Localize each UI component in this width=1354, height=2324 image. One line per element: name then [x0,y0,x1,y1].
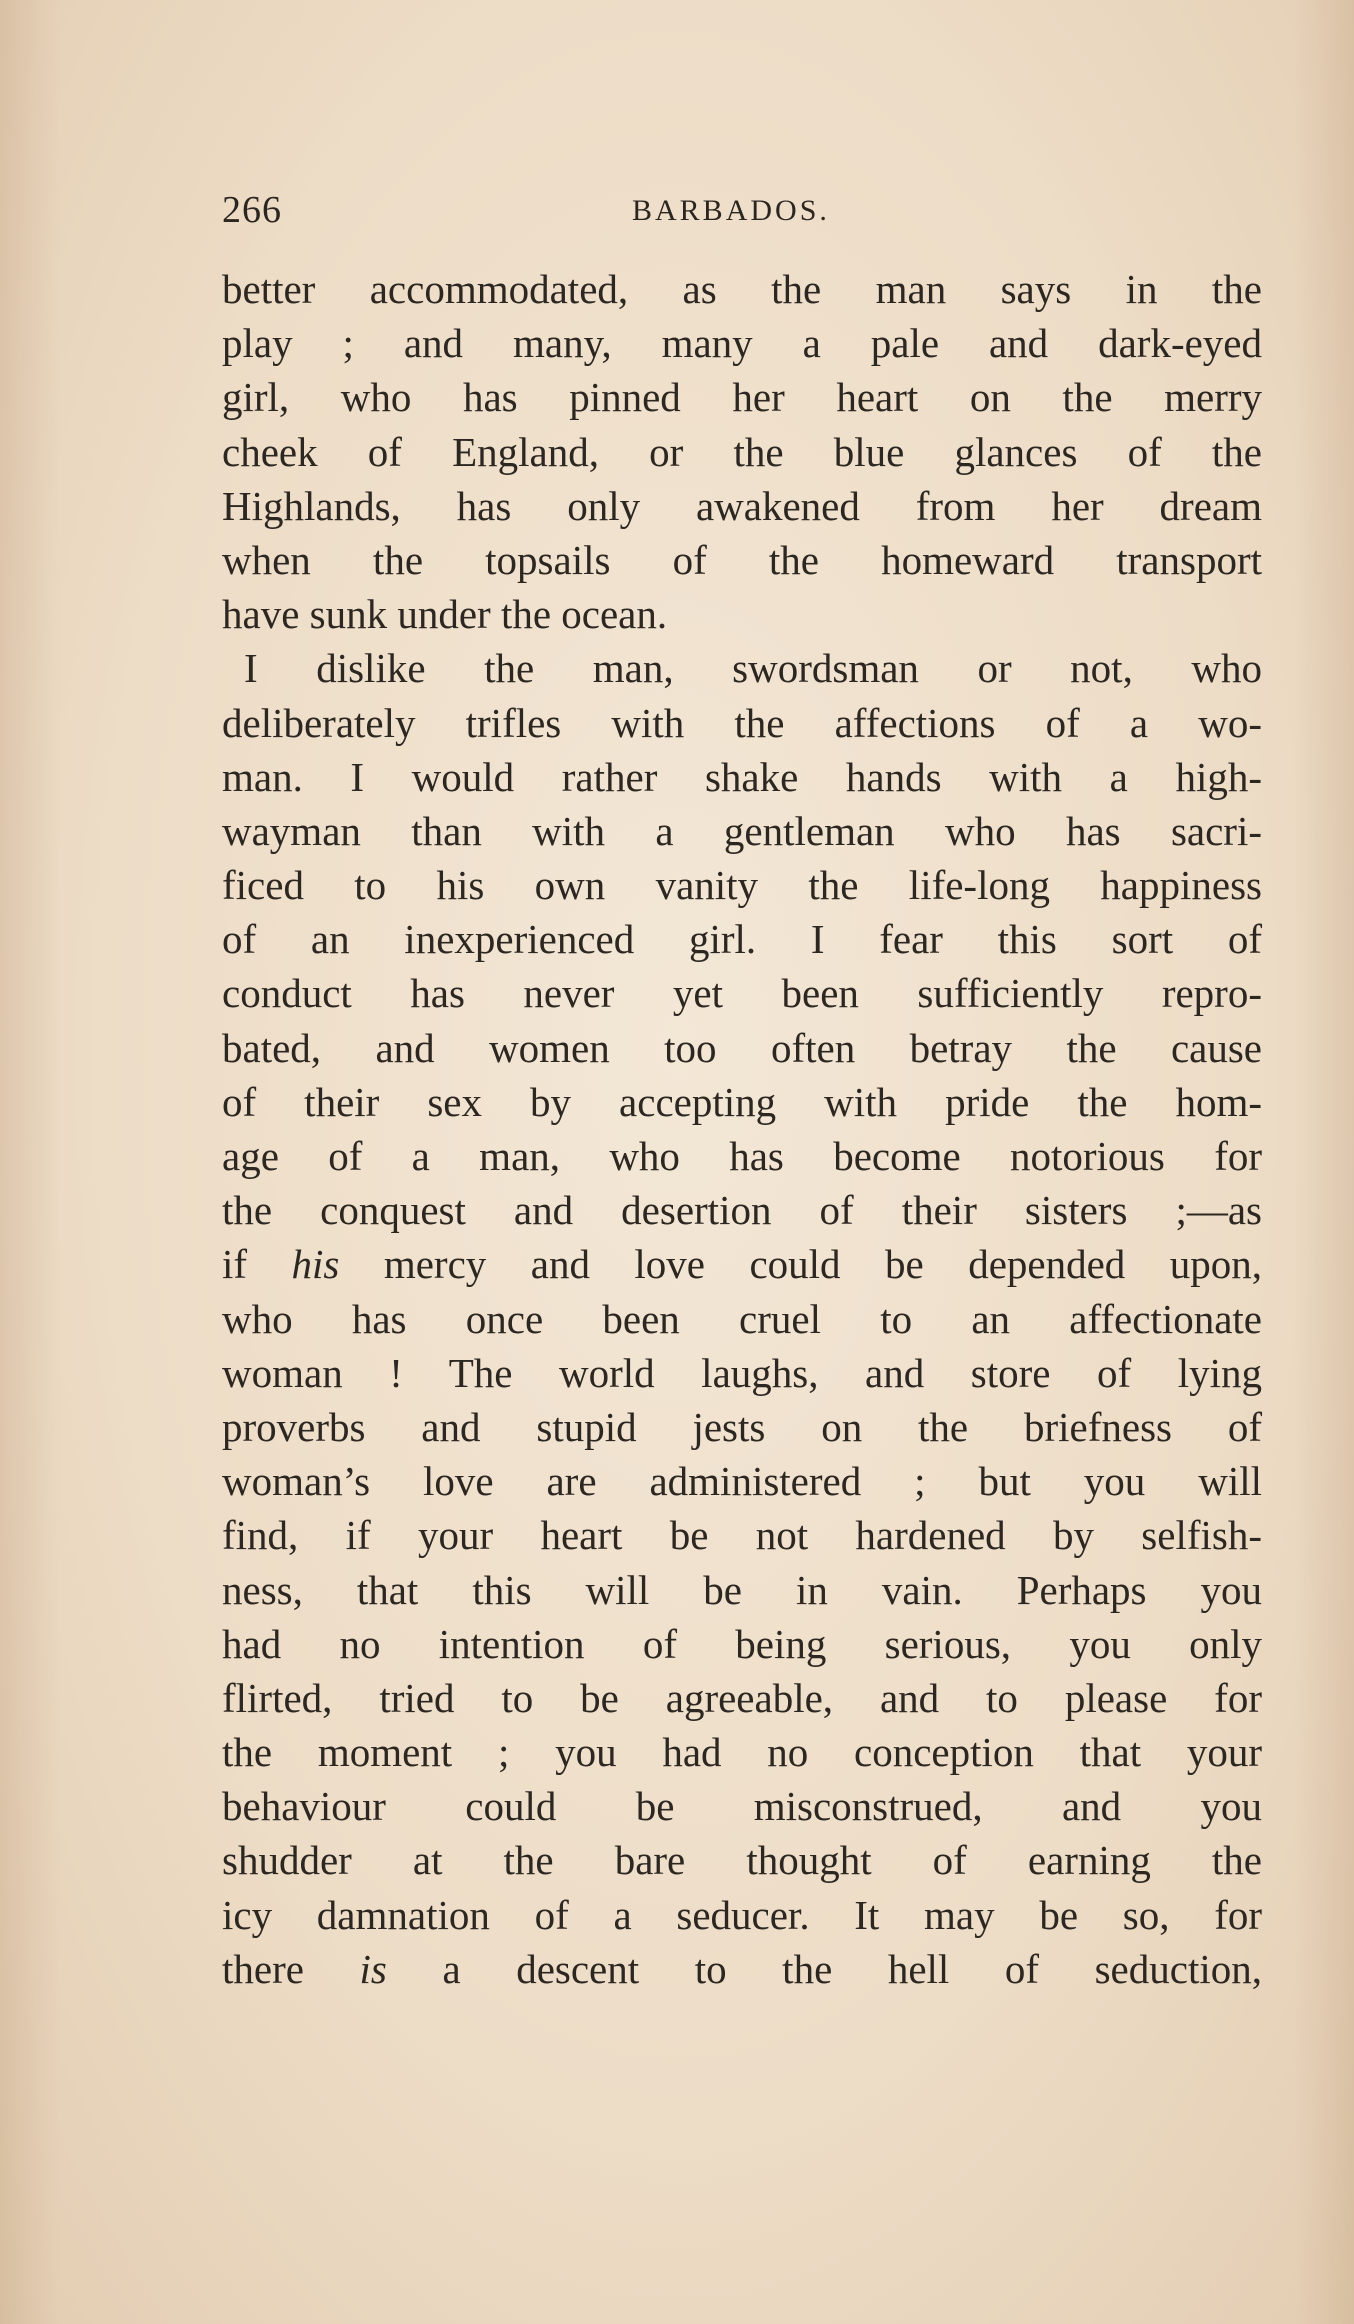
text-segment: if [222,1241,292,1288]
text-line: woman’s love are administered ; but you will [222,1458,1262,1505]
text-line: when the topsails of the homeward transport [222,536,1262,583]
text-line: play ; and many, many a pale and dark-eyed [222,320,1262,367]
text-line: the conquest and desertion of their sisters ;—as [222,1187,1262,1234]
text-line-with-italic [222,1942,1262,1996]
text-line: shudder at the bare thought of earning the [222,1837,1262,1884]
text-line: had no intention of being serious, you only [222,1620,1262,1667]
text-line: ficed to his own vanity the life-long happiness [222,862,1262,909]
text-line: age of a man, who has become notorious for [222,1133,1262,1179]
italic-word: is [359,1945,387,1992]
text-line: I dislike the man, swordsman or not, who [244,645,1262,692]
text-line: ness, that this will be in vain. Perhaps you [222,1566,1262,1613]
text-line: man. I would rather shake hands with a high- [222,753,1262,800]
text-line: conduct has never yet been sufficiently repro- [222,970,1262,1017]
text-line: cheek of England, or the blue glances of the [222,428,1262,475]
text-line: deliberately trifles with the affections of a wo- [222,699,1262,746]
text-line: have sunk under the ocean. [222,591,668,638]
text-line: of their sex by accepting with pride the hom- [222,1078,1262,1125]
text-line: proverbs and stupid jests on the briefness of [222,1403,1262,1450]
text-line: flirted, tried to be agreeable, and to please for [222,1674,1262,1721]
page-shadow-right [1294,0,1354,2324]
page-header [222,188,1262,238]
text-line-with-italic [222,1237,1262,1291]
text-line: who has once been cruel to an affectionate [222,1295,1262,1342]
text-line: behaviour could be misconstrued, and you [222,1783,1262,1830]
text-segment: mercy and love could be depended upon, [339,1241,1262,1288]
text-line: bated, and women too often betray the cause [222,1024,1262,1071]
text-line: better accommodated, as the man says in the [222,266,1262,312]
running-head: BARBADOS. [632,194,830,227]
italic-word: his [291,1241,340,1288]
page-number: 266 [222,189,282,231]
text-segment: there [222,1945,360,1992]
text-line: girl, who has pinned her heart on the merry [222,374,1262,421]
text-line: the moment ; you had no conception that your [222,1729,1262,1776]
text-line: Highlands, has only awakened from her dream [222,482,1262,529]
body-text [222,262,1262,1996]
page-shadow-left [0,0,60,2324]
text-line: of an inexperienced girl. I fear this sort of [222,916,1262,963]
text-line: icy damnation of a seducer. It may be so, for [222,1891,1262,1938]
text-segment: a descent to the hell of seduction, [386,1945,1262,1992]
text-line: wayman than with a gentleman who has sacri- [222,807,1262,854]
text-line: find, if your heart be not hardened by selfish- [222,1512,1262,1559]
text-line: woman ! The world laughs, and store of lying [222,1349,1262,1396]
